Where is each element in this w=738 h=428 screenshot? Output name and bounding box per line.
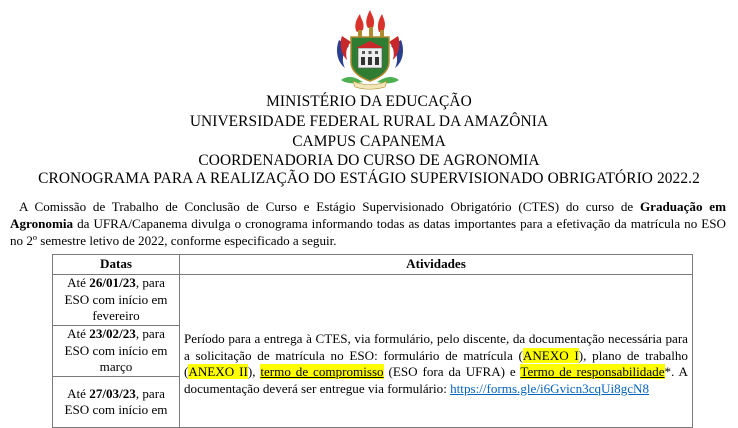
table-row [53,275,693,326]
deadline-date: 23/02/23 [89,326,136,342]
intro-text-1: A Comissão de Trabalho de Conclusão de Curso e Estágio Supervisionado Obrigatório (CTES) do curso de [19,199,640,215]
date-cell [53,275,180,326]
activity-description [184,305,688,397]
activity-text: ), [247,364,261,379]
annex-1-highlight: ANEXO I [522,347,579,363]
ministry-title: MINISTÉRIO DA EDUCAÇÃO [266,93,472,110]
annex-2-highlight: ANEXO II [188,364,248,379]
document-title: CRONOGRAMA PARA A REALIZAÇÃO DO ESTÁGIO SUPERVISIONADO OBRIGATÓRIO 2022.2 [38,170,700,187]
date-cell [53,326,180,377]
activity-text: *. A documentação deverá ser entregue via formulário: [184,364,688,396]
date-cell [53,377,180,428]
activity-text: Período para a entrega à CTES, via formulário, pelo discente, da documentação necessária para a solicitação de matrícula no ESO: formulário de matrícula ( [184,331,688,363]
intro-course-name: Graduação em Agronomia [10,199,726,231]
ufra-coat-of-arms-icon [333,10,407,90]
activity-text: ), plano de trabalho ( [184,347,688,379]
date-prefix: Até [67,326,90,342]
campus-title: CAMPUS CAPANEMA [292,133,446,150]
activity-text: (ESO fora da UFRA) e [383,364,521,379]
form-link[interactable]: https://forms.gle/i6Gvicn3cqUi8gcN8 [450,380,650,396]
date-suffix: , para ESO com início em [64,385,168,417]
date-suffix: , para ESO com início em fevereiro [64,275,168,324]
responsibility-term-highlight: Termo de responsabilidade [520,364,665,379]
intro-paragraph [10,199,726,249]
date-prefix: Até [67,275,90,291]
table-header-row [53,255,693,275]
deadline-date: 26/01/23 [89,275,136,291]
commitment-term-highlight: termo de compromisso [260,364,384,379]
header-dates: Datas [53,255,180,275]
date-prefix: Até [67,385,90,401]
intro-text-2: da UFRA/Capanema divulga o cronograma informando todas as datas importantes para a efetivação da matrícula no ESO no 2º semestre letivo de 2022, conforme especificado a seguir. [10,215,726,248]
coordination-title: COORDENADORIA DO CURSO DE AGRONOMIA [198,152,540,169]
deadline-date: 27/03/23 [89,385,136,401]
header-activities: Atividades [180,255,693,275]
schedule-table [52,254,693,428]
date-suffix: , para ESO com início em março [64,326,168,375]
activity-cell [180,275,693,428]
university-title: UNIVERSIDADE FEDERAL RURAL DA AMAZÔNIA [189,113,549,130]
